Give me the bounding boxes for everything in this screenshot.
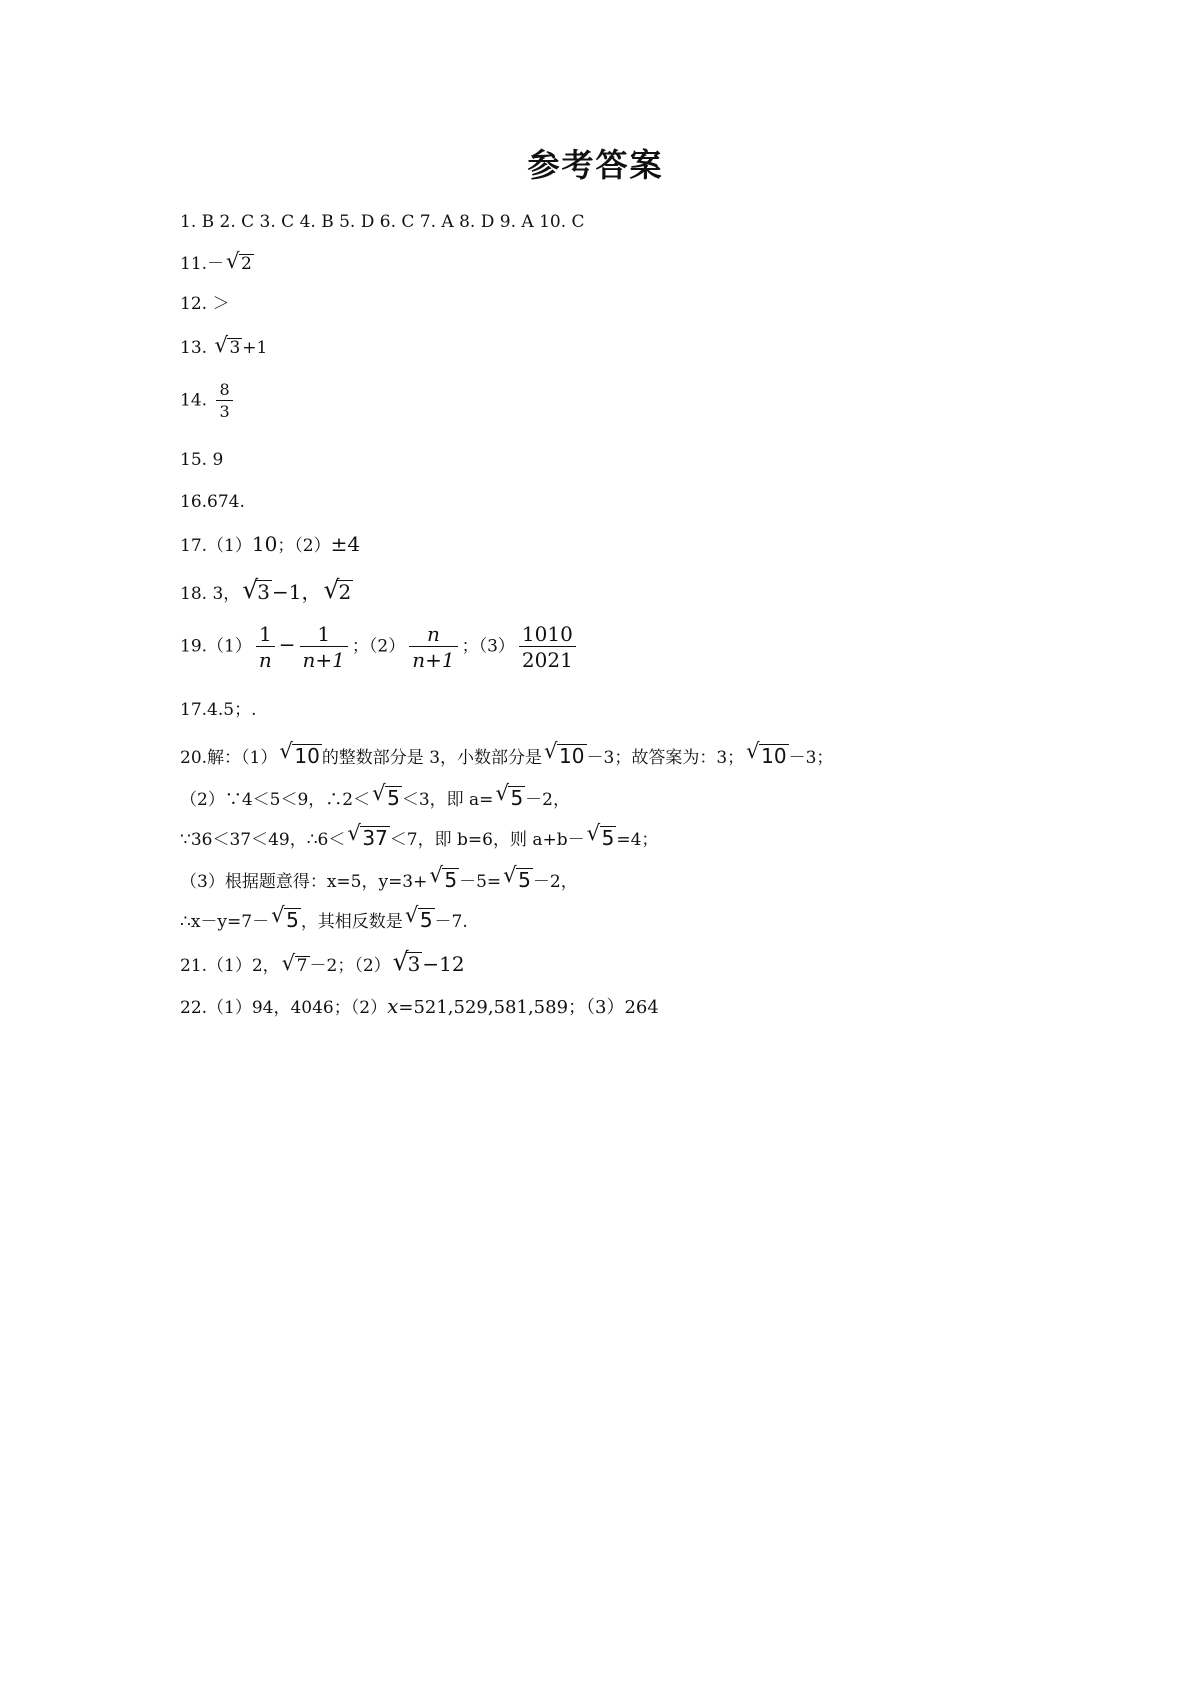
answer-line-22 (180, 996, 659, 1017)
sqrt-expression: √ 5 (495, 781, 524, 810)
answer-text: 17.（1） (180, 536, 252, 556)
answer-text: 19.（1） (180, 636, 252, 657)
fraction: $\frac{1}{n}$ (256, 624, 275, 670)
answer-text: －2；（2） (309, 956, 391, 976)
answer-line-17 (180, 534, 360, 555)
answer-text: −1， (272, 580, 322, 604)
answer-line-16 (180, 494, 245, 511)
answer-line-19 (180, 624, 580, 670)
answer-text: －2， (532, 872, 578, 892)
fraction: $\frac{8}{3}$ (216, 382, 232, 420)
answer-text: ＜7，即 b=6，则 a+b－ (389, 830, 585, 850)
answer-text: ＜3，即 a= (401, 790, 494, 810)
answer-text: 11.－ (180, 254, 225, 274)
answer-text: （2）∵4＜5＜9，∴2＜ (180, 790, 371, 810)
answer-line-20-part2b (180, 821, 659, 850)
answer-line-20 (180, 739, 834, 768)
answer-text: ∴x－y=7－ (180, 912, 270, 932)
minus-sign: − (278, 632, 296, 657)
answer-line-20-part3 (180, 863, 578, 892)
answer-text: +1 (242, 338, 268, 358)
answer-text: ∵36＜37＜49，∴6＜ (180, 830, 346, 850)
answer-text: 22.（1）94，4046；（2） (180, 998, 388, 1018)
sqrt-expression: √ 3 (392, 947, 421, 976)
answer-text: 12. ＞ (180, 294, 230, 314)
answer-line-12 (180, 296, 229, 313)
answer-text: 的整数部分是 3，小数部分是 (321, 748, 543, 768)
sqrt-expression: √ 5 (429, 863, 458, 892)
sqrt-expression: √ 2 (226, 249, 252, 274)
answer-text: ；（3） (461, 636, 515, 657)
answer-text: （3）根据题意得：x=5，y=3+ (180, 872, 428, 892)
answer-text: 1. B 2. C 3. C 4. B 5. D 6. C 7. A 8. D 9. A 10. C (180, 212, 585, 232)
answer-text: 15. 9 (180, 450, 224, 470)
answer-text: 13. (180, 338, 213, 358)
sqrt-expression: √ 5 (404, 903, 433, 932)
answer-text: －3； (788, 748, 834, 768)
answer-line-13 (180, 333, 268, 358)
answer-text: 18. 3， (180, 584, 241, 604)
answer-text: 14. (180, 390, 213, 411)
answer-text: 21.（1）2， (180, 956, 280, 976)
answer-line-15 (180, 452, 223, 469)
answer-line-1-10 (180, 214, 585, 231)
sqrt-expression: √ 10 (746, 739, 787, 768)
fraction: $\frac{1010}{2021}$ (519, 624, 576, 670)
sqrt-expression: √ 5 (503, 863, 531, 892)
sqrt-expression: √ 5 (372, 781, 400, 810)
answer-text: =4； (616, 830, 659, 850)
answer-line-14 (180, 382, 237, 420)
answer-text: 17.4.5；. (180, 700, 257, 720)
answer-text: －3；故答案为：3； (586, 748, 745, 768)
answer-text: －7. (434, 912, 468, 932)
answer-line-17b (180, 702, 256, 719)
answer-line-21 (180, 947, 465, 976)
fraction: $\frac{n}{n+1}$ (409, 624, 457, 670)
answer-text: －2， (525, 790, 570, 810)
sqrt-expression: √ 7 (281, 951, 308, 976)
sqrt-expression: √ 10 (279, 739, 320, 768)
page-title: 参考答案 (527, 146, 664, 184)
answer-text: −12 (422, 952, 465, 976)
answer-value: ±4 (330, 532, 361, 556)
answer-line-20-part2 (180, 781, 570, 810)
answer-line-11 (180, 249, 254, 274)
variable-x: x (387, 994, 399, 1018)
fraction: $\frac{1}{n+1}$ (300, 624, 348, 670)
answer-line-20-part3b (180, 903, 468, 932)
sqrt-expression: √ 37 (347, 821, 388, 850)
sqrt-expression: √ 3 (242, 575, 270, 604)
answer-text: ；（2） (351, 636, 406, 657)
sqrt-expression: √ 3 (214, 333, 241, 358)
answer-text: ，其相反数是 (300, 912, 403, 932)
answer-text: =521,529,581,589；（3）264 (398, 997, 659, 1018)
sqrt-expression: √ 2 (323, 575, 352, 604)
answer-text: 20.解：（1） (180, 748, 278, 768)
sqrt-expression: √ 5 (586, 821, 615, 850)
sqrt-expression: √ 10 (544, 739, 585, 768)
answer-text: ；（2） (277, 536, 331, 556)
sqrt-expression: √ 5 (271, 903, 299, 932)
answer-text: 16.674. (180, 492, 245, 512)
answer-value: 10 (251, 532, 278, 556)
answer-text: －5= (459, 872, 502, 892)
answer-line-18 (180, 575, 353, 604)
